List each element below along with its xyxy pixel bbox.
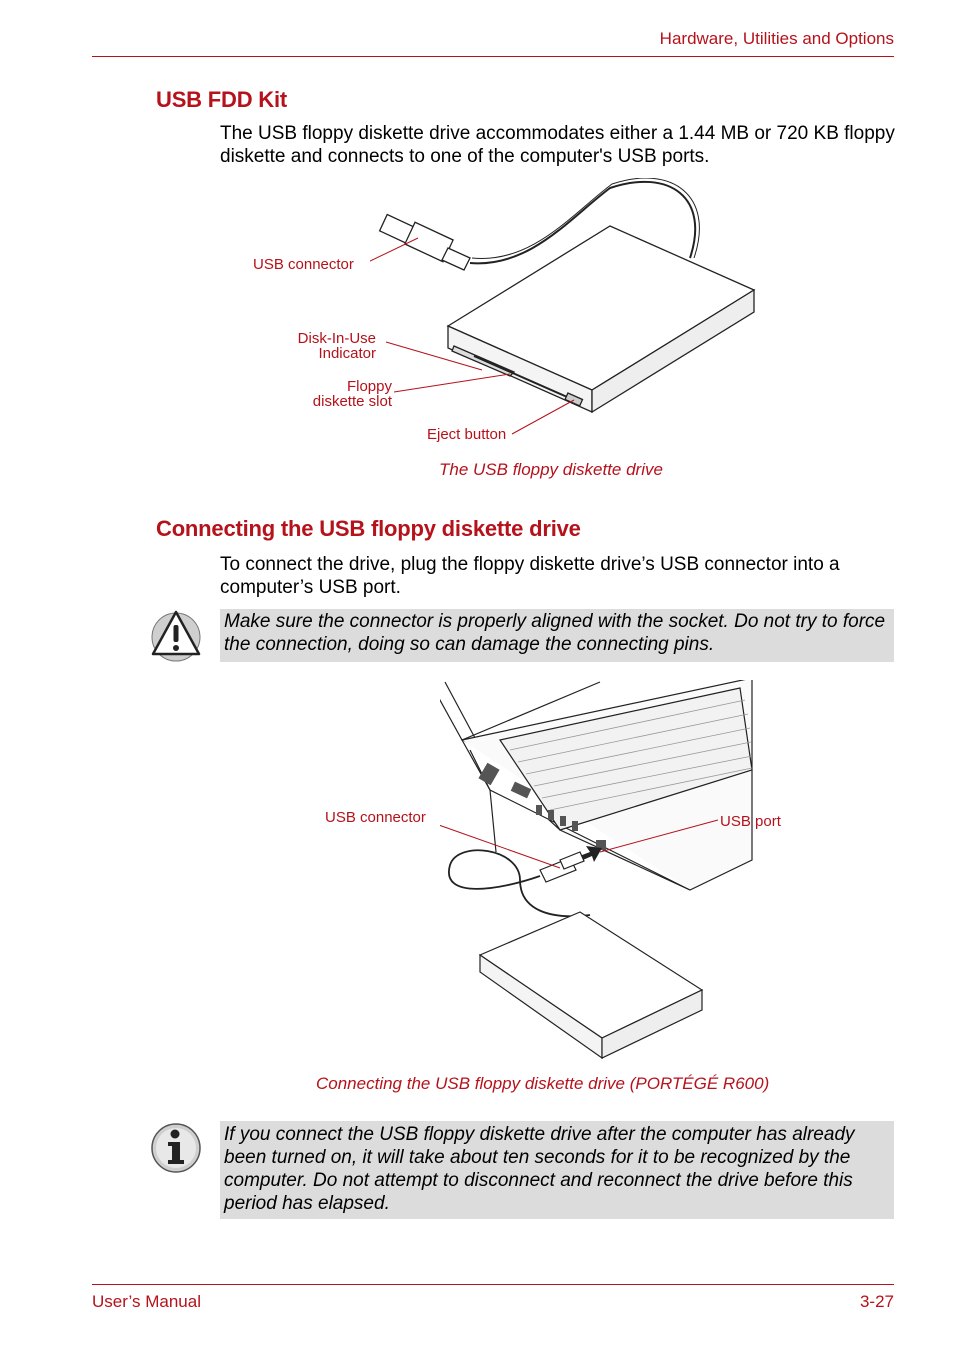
callout-floppy-slot-line1: Floppy bbox=[346, 378, 392, 395]
section2-body: To connect the drive, plug the floppy diskette drive’s USB connector into a computer’s USB port. bbox=[220, 554, 840, 598]
section-title-connecting: Connecting the USB floppy diskette drive bbox=[156, 516, 581, 541]
header-rule bbox=[92, 56, 894, 57]
usb-floppy-drive-illustration bbox=[370, 178, 770, 443]
callout-disk-in-use-line1: Disk-In-Use bbox=[297, 330, 376, 347]
callout-usb-connector: USB connector bbox=[253, 256, 354, 273]
callout-usb-port: USB port bbox=[720, 813, 781, 830]
callout-usb-connector-2: USB connector bbox=[325, 809, 426, 826]
figure1-caption: The USB floppy diskette drive bbox=[439, 460, 663, 479]
callout-eject-button: Eject button bbox=[427, 426, 507, 443]
info-icon bbox=[150, 1121, 202, 1175]
footer-page-number: 3-27 bbox=[859, 1292, 894, 1311]
figure2-caption: Connecting the USB floppy diskette drive (PORTÉGÉ R600) bbox=[316, 1074, 770, 1093]
laptop-usb-connection-illustration bbox=[440, 680, 755, 1068]
callout-disk-in-use bbox=[294, 331, 376, 361]
callout-floppy-slot bbox=[292, 379, 392, 409]
info-note: If you connect the USB floppy diskette drive after the computer has already been turned on, it will take about ten seconds for it to be recognized by the computer. Do not attempt to disconnect and reconnect the drive before this period has elapsed. bbox=[220, 1121, 894, 1219]
section-title-usb-fdd-kit: USB FDD Kit bbox=[156, 87, 288, 112]
warning-triangle-icon bbox=[150, 608, 202, 662]
footer-manual-title: User’s Manual bbox=[92, 1292, 201, 1311]
caution-note: Make sure the connector is properly aligned with the socket. Do not try to force the connection, doing so can damage the connecting pins. bbox=[220, 609, 894, 662]
callout-disk-in-use-line2: Indicator bbox=[318, 345, 376, 362]
section1-body: The USB floppy diskette drive accommodates either a 1.44 MB or 720 KB floppy diskette and connects to one of the computer's USB ports. bbox=[220, 123, 895, 167]
footer-rule bbox=[92, 1284, 894, 1285]
running-header: Hardware, Utilities and Options bbox=[659, 29, 894, 48]
callout-floppy-slot-line2: diskette slot bbox=[312, 393, 392, 410]
